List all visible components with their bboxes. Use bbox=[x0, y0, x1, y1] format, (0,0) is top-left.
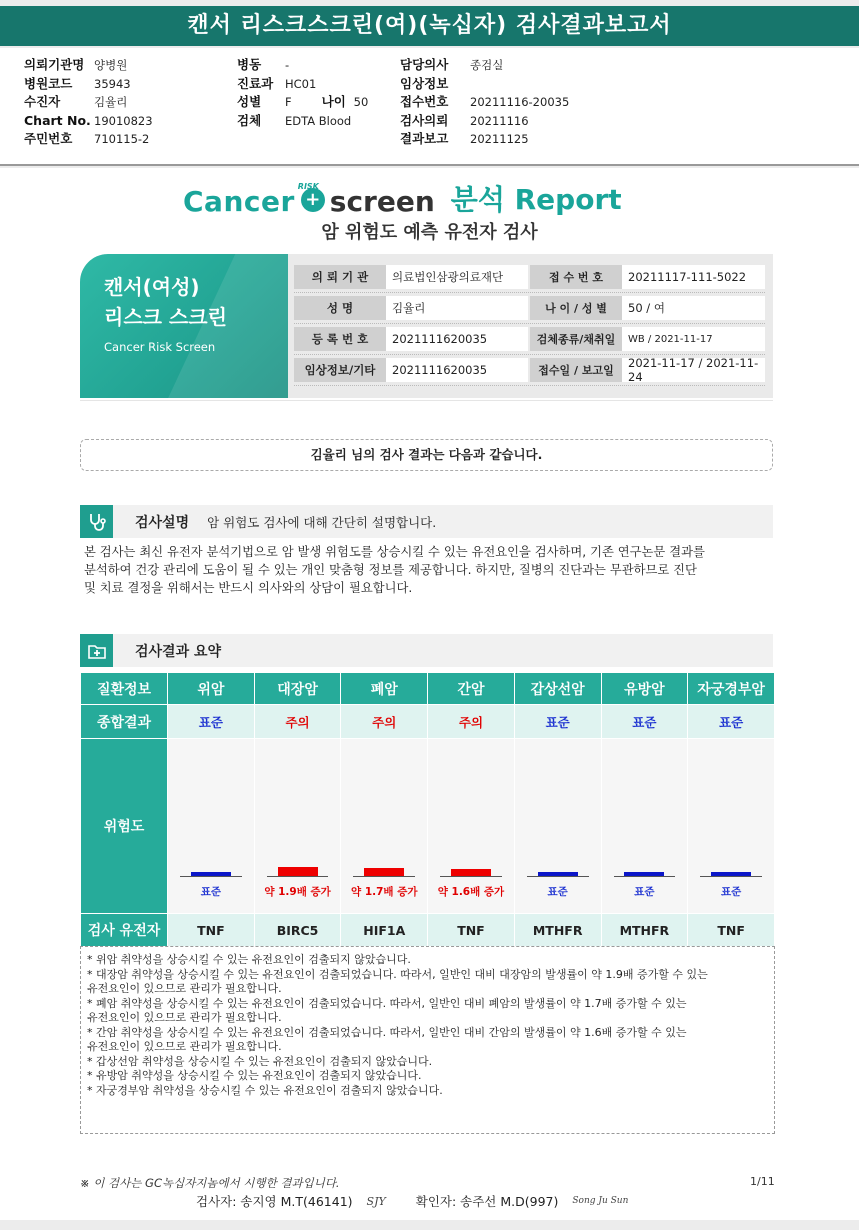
section-title: 검사결과 요약 bbox=[135, 643, 222, 660]
risk-bar bbox=[538, 872, 578, 876]
header-value: 20211125 bbox=[470, 132, 529, 146]
header-row bbox=[24, 56, 153, 75]
risk-bar bbox=[624, 872, 664, 876]
header-label: 의뢰기관명 bbox=[24, 57, 85, 72]
header-col-3 bbox=[400, 56, 569, 149]
risk-baseline bbox=[614, 876, 676, 877]
risk-label: 약 1.6배 증가 bbox=[437, 886, 505, 898]
risk-cell bbox=[428, 739, 515, 914]
signatures bbox=[196, 1192, 628, 1210]
info-value: 의료법인삼광의료재단 bbox=[386, 265, 528, 289]
header-value: HC01 bbox=[285, 76, 317, 91]
test-gene: BIRC5 bbox=[254, 914, 341, 947]
header-row bbox=[400, 56, 569, 75]
risk-label: 표준 bbox=[547, 886, 568, 898]
disease-row bbox=[81, 673, 775, 705]
test-gene: TNF bbox=[688, 914, 775, 947]
risk-baseline bbox=[267, 876, 329, 877]
patient-info-table bbox=[288, 254, 773, 398]
disease-name: 위암 bbox=[168, 673, 255, 705]
report-subtitle: 암 위험도 예측 유전자 검사 bbox=[321, 222, 538, 243]
row-label: 위험도 bbox=[81, 739, 168, 914]
note-line: * 자궁경부암 취약성을 상승시킬 수 있는 유전요인이 검출되지 않았습니다. bbox=[87, 1083, 443, 1097]
note-line: * 위암 취약성을 상승시킬 수 있는 유전요인이 검출되지 않았습니다. bbox=[87, 953, 411, 966]
header-row bbox=[400, 75, 569, 94]
overall-result: 주의 bbox=[254, 705, 341, 739]
header-row bbox=[237, 112, 368, 131]
logo-cancer: Cancer bbox=[183, 185, 295, 218]
risk-label: 표준 bbox=[200, 886, 221, 898]
info-value: 김율리 bbox=[386, 296, 528, 320]
header-label: Chart No. bbox=[24, 112, 91, 128]
info-value: 20211117-111-5022 bbox=[622, 265, 765, 289]
risk-bar bbox=[364, 868, 404, 876]
disease-name: 대장암 bbox=[254, 673, 341, 705]
disease-name: 폐암 bbox=[341, 673, 428, 705]
info-label: 나 이 / 성 별 bbox=[530, 296, 622, 320]
header-row bbox=[237, 75, 368, 94]
info-row bbox=[294, 324, 765, 355]
header-row bbox=[24, 130, 153, 149]
disease-name: 유방암 bbox=[601, 673, 688, 705]
risk-baseline bbox=[180, 876, 242, 877]
risk-cell bbox=[254, 739, 341, 914]
risk-row bbox=[81, 739, 775, 914]
risk-bar bbox=[451, 869, 491, 876]
header-value: EDTA Blood bbox=[285, 113, 352, 128]
risk-baseline bbox=[353, 876, 415, 877]
risk-baseline bbox=[527, 876, 589, 877]
note-line: * 폐암 취약성을 상승시킬 수 있는 유전요인이 검출되었습니다. 따라서, 일반인 대비 폐암의 발생률이 약 1.7배 증가할 수 있는 bbox=[87, 996, 687, 1010]
confirmer-signature: Song Ju Sun bbox=[572, 1196, 629, 1206]
info-label: 등 록 번 호 bbox=[294, 327, 386, 351]
info-label: 성 명 bbox=[294, 296, 386, 320]
note-line: * 대장암 취약성을 상승시킬 수 있는 유전요인이 검출되었습니다. 따라서, 일반인 대비 대장암의 발생률이 약 1.9배 증가할 수 있는 bbox=[87, 967, 708, 981]
card-line-2: 리스크 스크린 bbox=[104, 305, 227, 329]
logo-report: 분석 Report bbox=[450, 183, 622, 216]
header-label: 수진자 bbox=[24, 94, 61, 109]
desc-line: 및 치료 결정을 위해서는 반드시 의사와의 상담이 필요합니다. bbox=[84, 581, 413, 595]
info-label: 접 수 번 호 bbox=[530, 265, 622, 289]
header-row bbox=[400, 130, 569, 149]
info-label: 접수일 / 보고일 bbox=[530, 358, 622, 382]
risk-cell bbox=[514, 739, 601, 914]
report-title: 캔서 리스크스크린(여)(녹십자) 검사결과보고서 bbox=[0, 6, 859, 46]
info-label: 의 뢰 기 관 bbox=[294, 265, 386, 289]
header-value: 김율리 bbox=[94, 95, 128, 109]
header-row bbox=[400, 112, 569, 131]
header-col-1 bbox=[24, 56, 153, 149]
section-title: 검사설명 bbox=[135, 514, 190, 531]
risk-bar bbox=[191, 872, 231, 876]
risk-label: 약 1.9배 증가 bbox=[264, 886, 331, 898]
info-value: 2021-11-17 / 2021-11-24 bbox=[622, 358, 765, 382]
info-row bbox=[294, 293, 765, 324]
risk-label: 표준 bbox=[634, 886, 655, 898]
examiner: 검사자: 송지영 M.T(46141) bbox=[196, 1194, 353, 1209]
header-value: 종검실 bbox=[470, 58, 504, 72]
risk-bar bbox=[278, 867, 318, 876]
card-line-1: 캔서(여성) bbox=[104, 275, 200, 299]
header-label: 병원코드 bbox=[24, 75, 73, 91]
overall-result: 주의 bbox=[341, 705, 428, 739]
header-value: 20211116-20035 bbox=[470, 95, 570, 109]
disease-name: 자궁경부암 bbox=[688, 673, 775, 705]
test-name-card bbox=[80, 254, 288, 398]
section-test-description bbox=[80, 505, 773, 538]
desc-line: 본 검사는 최신 유전자 분석기법으로 암 발생 위험도를 상승시킬 수 있는 유전요인을 검사하며, 기존 연구논문 결과를 bbox=[84, 545, 705, 559]
header-label: 진료과 bbox=[237, 75, 274, 91]
risk-bar bbox=[711, 872, 751, 876]
risk-label: 표준 bbox=[720, 886, 742, 898]
logo-risk: RISK bbox=[297, 182, 319, 191]
header-label: 검사의뢰 bbox=[400, 112, 449, 128]
overall-result: 표준 bbox=[688, 705, 775, 739]
header-label: 병동 bbox=[237, 57, 262, 72]
header-label: 성별 bbox=[237, 94, 262, 109]
test-gene: TNF bbox=[428, 914, 515, 947]
info-value: WB / 2021-11-17 bbox=[622, 327, 765, 351]
header-label: 접수번호 bbox=[400, 94, 449, 109]
test-description-text bbox=[84, 543, 774, 597]
footer-note: ※ 이 검사는 GC녹십자지놈에서 시행한 결과입니다. bbox=[80, 1176, 340, 1190]
header-label: 주민번호 bbox=[24, 131, 73, 146]
test-gene: HIF1A bbox=[341, 914, 428, 947]
header-label: 임상정보 bbox=[400, 75, 449, 91]
info-row bbox=[294, 355, 765, 386]
info-label: 임상정보/기타 bbox=[294, 358, 386, 382]
header-row bbox=[24, 112, 153, 131]
age-label: 나이 bbox=[321, 94, 346, 109]
desc-line: 분석하여 건강 관리에 도움이 될 수 있는 개인 맞춤형 정보를 제공합니다. 하지만, 질병의 진단과는 무관하므로 진단 bbox=[84, 563, 697, 577]
header-row bbox=[237, 93, 368, 112]
test-gene: TNF bbox=[168, 914, 255, 947]
header-value: - bbox=[285, 58, 290, 72]
header-row bbox=[24, 75, 153, 94]
risk-cell bbox=[168, 739, 255, 914]
disease-name: 간암 bbox=[428, 673, 515, 705]
risk-label: 약 1.7배 증가 bbox=[351, 886, 418, 898]
header-label: 결과보고 bbox=[400, 131, 449, 146]
medical-folder-icon bbox=[80, 634, 113, 667]
header-row bbox=[24, 93, 153, 112]
overall-result: 표준 bbox=[601, 705, 688, 739]
header-col-2 bbox=[237, 56, 368, 130]
header-value: 35943 bbox=[94, 76, 131, 91]
divider bbox=[80, 400, 773, 401]
stethoscope-icon bbox=[80, 505, 113, 538]
note-line: * 갑상선암 취약성을 상승시킬 수 있는 유전요인이 검출되지 않았습니다. bbox=[87, 1054, 433, 1068]
cancer-risk-screen-logo bbox=[183, 178, 622, 218]
risk-baseline bbox=[440, 876, 502, 877]
header-value: F bbox=[285, 95, 292, 109]
disease-name: 갑상선암 bbox=[514, 673, 601, 705]
examiner-signature: SJY bbox=[366, 1194, 386, 1208]
info-value: 2021111620035 bbox=[386, 327, 528, 351]
risk-cell bbox=[601, 739, 688, 914]
risk-cell bbox=[688, 739, 775, 914]
test-gene: MTHFR bbox=[601, 914, 688, 947]
info-row bbox=[294, 262, 765, 293]
result-notes bbox=[80, 946, 775, 1134]
risk-baseline bbox=[700, 876, 762, 877]
result-notice: 김율리 님의 검사 결과는 다음과 같습니다. bbox=[80, 439, 773, 471]
confirmer: 확인자: 송주선 M.D(997) bbox=[415, 1194, 559, 1209]
note-line: * 유방암 취약성을 상승시킬 수 있는 유전요인이 검출되지 않았습니다. bbox=[87, 1069, 422, 1082]
header-value: 양병원 bbox=[94, 58, 128, 72]
risk-cell bbox=[341, 739, 428, 914]
note-line: 유전요인이 있으므로 관리가 필요합니다. bbox=[87, 1040, 282, 1053]
info-value: 2021111620035 bbox=[386, 358, 528, 382]
patient-header bbox=[0, 48, 859, 166]
page-number: 1/11 bbox=[750, 1175, 775, 1188]
header-value: 20211116 bbox=[470, 113, 529, 128]
logo-plus-icon: + RISK bbox=[301, 188, 325, 212]
info-label: 검체종류/채취일 bbox=[530, 327, 622, 351]
overall-result: 표준 bbox=[168, 705, 255, 739]
age-value: 50 bbox=[353, 95, 369, 109]
result-row bbox=[81, 705, 775, 739]
header-value: 710115-2 bbox=[94, 132, 150, 146]
logo-screen: screen bbox=[329, 185, 435, 218]
header-label: 담당의사 bbox=[400, 57, 449, 72]
row-label: 종합결과 bbox=[81, 705, 168, 739]
info-value: 50 / 여 bbox=[622, 296, 765, 320]
note-line: * 간암 취약성을 상승시킬 수 있는 유전요인이 검출되었습니다. 따라서, 일반인 대비 간암의 발생률이 약 1.6배 증가할 수 있는 bbox=[87, 1025, 687, 1039]
card-line-3: Cancer Risk Screen bbox=[104, 340, 216, 354]
header-row bbox=[400, 93, 569, 112]
test-gene: MTHFR bbox=[514, 914, 601, 947]
overall-result: 표준 bbox=[514, 705, 601, 739]
row-label: 질환정보 bbox=[81, 673, 168, 705]
section-description: 암 위험도 검사에 대해 간단히 설명합니다. bbox=[207, 514, 437, 530]
result-summary-table bbox=[80, 672, 775, 947]
report-page bbox=[0, 168, 859, 1220]
row-label: 검사 유전자 bbox=[81, 914, 168, 947]
section-result-summary bbox=[80, 634, 773, 667]
note-line: 유전요인이 있으므로 관리가 필요합니다. bbox=[87, 1011, 282, 1024]
note-line: 유전요인이 있으므로 관리가 필요합니다. bbox=[87, 982, 282, 995]
overall-result: 주의 bbox=[428, 705, 515, 739]
header-label: 검체 bbox=[237, 112, 262, 128]
header-row bbox=[237, 56, 368, 75]
gene-row bbox=[81, 914, 775, 947]
header-value: 19010823 bbox=[94, 113, 153, 128]
